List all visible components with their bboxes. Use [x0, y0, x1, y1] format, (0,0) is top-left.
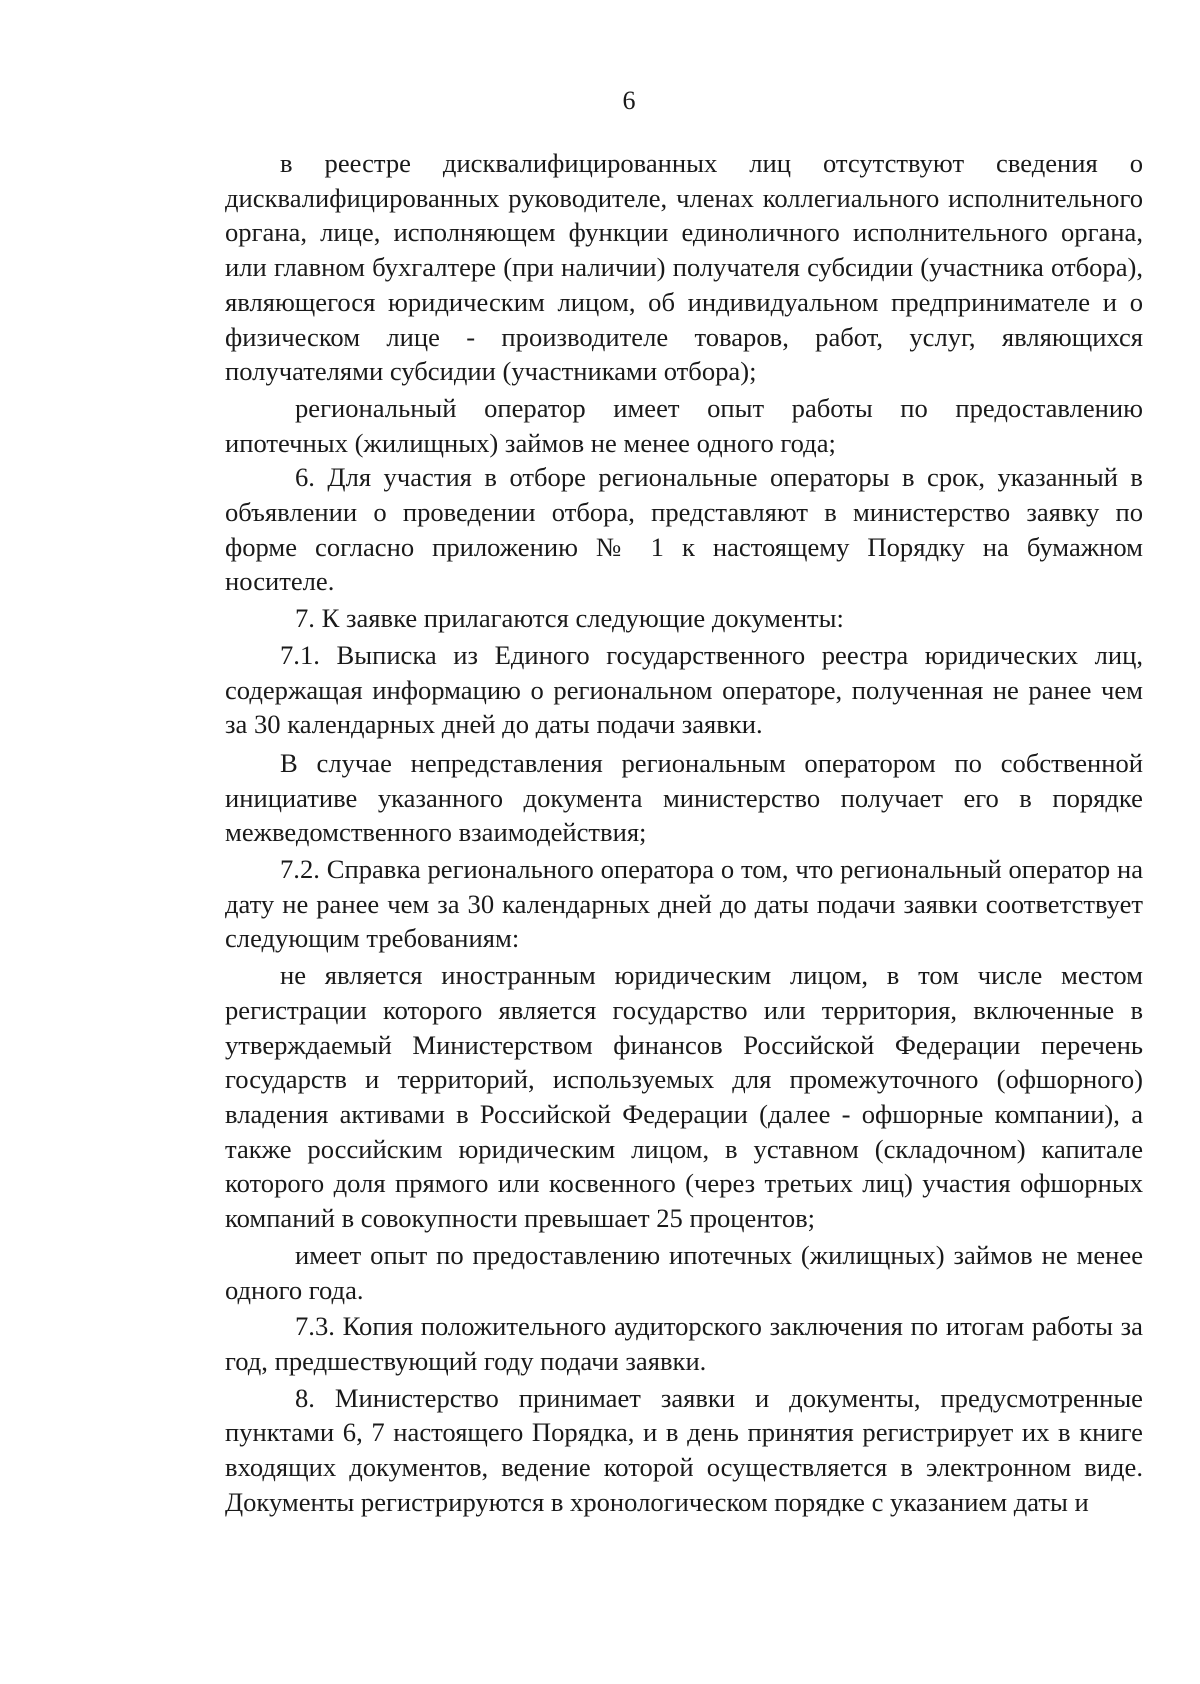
paragraph-6-application: 6. Для участия в отборе региональные операторы в срок, указанный в объявлении о проведении отбора, представляют в министерство заявку по форме согласно приложению № 1 к настоящему Порядку на бумажном носителе. — [225, 462, 1143, 597]
paragraph-8-registration: 8. Министерство принимает заявки и документы, предусмотренные пунктами 6, 7 настоящего Порядка, и в день принятия регистрирует их в книге входящих документов, ведение которой осуществляется в электронном виде. Документы регистрируются в хронологическом порядке с указанием даты и — [225, 1382, 1143, 1517]
paragraph-disqualified-registry: в реестре дисквалифицированных лиц отсутствуют сведения о дисквалифицированных руководителе, членах коллегиального исполнительного органа, лице, исполняющем функции единоличного исполнительного органа, или главном бухгалтере (при наличии) получателя субсидии (участника отбора), являющегося юридическим лицом, об индивидуальном предпринимателе и о физическом лице - производителе товаров, работ, услуг, являющихся получателями субсидии (участниками отбора); — [225, 148, 1143, 387]
paragraph-7-1-extract: 7.1. Выписка из Единого государственного реестра юридических лиц, содержащая информацию о региональном операторе, полученная не ранее чем за 30 календарных дней до даты подачи заявки. — [225, 639, 1143, 740]
paragraph-lending-experience: имеет опыт по предоставлению ипотечных (жилищных) займов не менее одного года. — [225, 1239, 1143, 1305]
paragraph-7-2-certificate: 7.2. Справка регионального оператора о том, что региональный оператор на дату не ранее чем за 30 календарных дней до даты подачи заявки соответствует следующим требованиям: — [225, 854, 1143, 954]
paragraph-operator-experience: региональный оператор имеет опыт работы по предоставлению ипотечных (жилищных) займов не менее одного года; — [225, 392, 1143, 458]
paragraph-7-documents: 7. К заявке прилагаются следующие документы: — [295, 603, 844, 634]
document-body — [225, 146, 1143, 1519]
page-number: 6 — [622, 86, 636, 115]
paragraph-offshore-requirement: не является иностранным юридическим лицом, в том числе местом регистрации которого является государство или территория, включенные в утверждаемый Министерством финансов Российской Федерации перечень государств и территорий, используемых для промежуточного (офшорного) владения активами в Российской Федерации (далее - офшорные компании), а также российским юридическим лицом, в уставном (складочном) капитале которого доля прямого или косвенного (через третьих лиц) участия офшорных компаний в совокупности превышает 25 процентов; — [225, 960, 1143, 1234]
paragraph-7-3-audit: 7.3. Копия положительного аудиторского заключения по итогам работы за год, предшествующий году подачи заявки. — [225, 1311, 1143, 1376]
paragraph-interagency: В случае непредставления региональным оператором по собственной инициативе указанного документа министерство получает его в порядке межведомственного взаимодействия; — [225, 747, 1143, 848]
